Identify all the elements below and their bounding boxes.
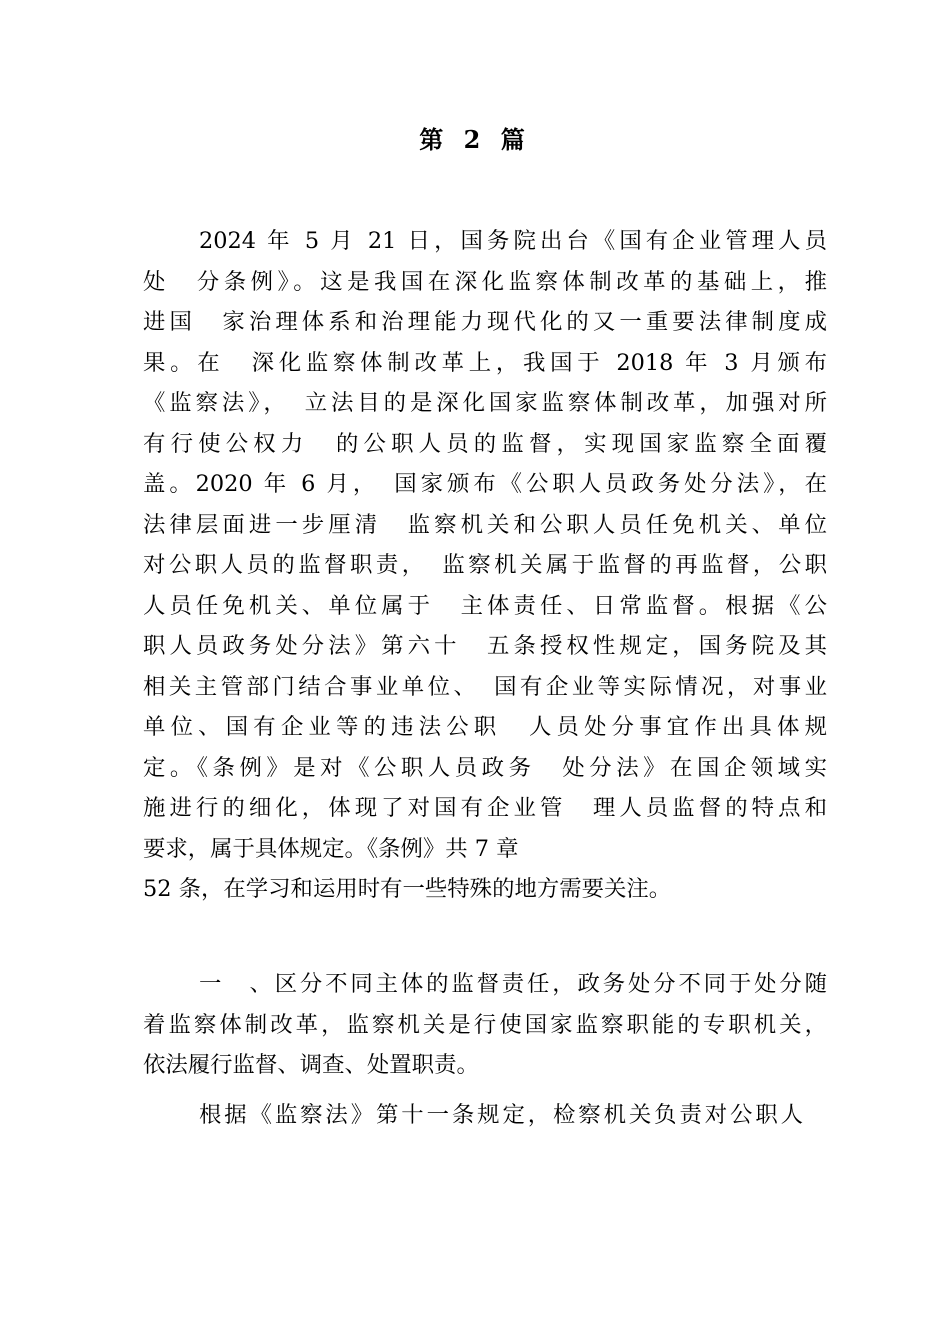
paragraph-3 (143, 1095, 827, 1136)
paragraph-2-line: 一 、区分不同主体的监督责任，政务处分不同于处分随 (199, 971, 827, 997)
paragraph-1-line: 2024 年 5 月 21 日，国务院出台《国有企业管理人员 (199, 228, 827, 254)
page-title: 第 2 篇 (419, 125, 531, 154)
paragraph-1-line: 52 条，在学习和运用时有一些特殊的地方需要关注。 (143, 876, 672, 902)
paragraph-1-line: 职人员政务处分法》第六十 五条授权性规定，国务院及其 (143, 633, 827, 659)
paragraph-2 (143, 964, 827, 1086)
paragraph-1-line: 定。《条例》是对《公职人员政务 处分法》在国企领域实 (143, 754, 827, 781)
paragraph-1-line: 有行使公权力 的公职人员的监督，实现国家监察全面覆 (143, 430, 827, 457)
paragraph-1-line: 人员任免机关、单位属于 主体责任、日常监督。根据《公 (143, 592, 827, 619)
paragraph-1-line: 要求，属于具体规定。《条例》共 7 章 (143, 835, 519, 862)
paragraph-3-line: 根据《监察法》第十一条规定，检察机关负责对公职人 (199, 1102, 803, 1128)
paragraph-1 (143, 221, 827, 910)
paragraph-1-line: 果。在 深化监察体制改革上，我国于 2018 年 3 月颁布 (143, 349, 827, 376)
paragraph-1-line: 《监察法》， 立法目的是深化国家监察体制改革，加强对所 (143, 390, 827, 416)
paragraph-1-line: 法律层面进一步厘清 监察机关和公职人员任免机关、单位 (143, 511, 827, 538)
paragraph-1-line: 施进行的细化，体现了对国有企业管 理人员监督的特点和 (143, 795, 827, 821)
paragraph-2-line: 依法履行监督、调查、处置职责。 (143, 1052, 479, 1078)
paragraph-1-line: 对公职人员的监督职责， 监察机关属于监督的再监督，公职 (143, 552, 827, 578)
paragraph-1-line: 处 分条例》。这是我国在深化监察体制改革的基础上，推 (143, 268, 827, 295)
paragraph-1-line: 进国 家治理体系和治理能力现代化的又一重要法律制度成 (143, 309, 827, 335)
paragraph-1-line: 盖。2020 年 6 月， 国家颁布《公职人员政务处分法》，在 (143, 471, 827, 497)
paragraph-1-line: 单位、国有企业等的违法公职 人员处分事宜作出具体规 (143, 714, 827, 740)
paragraph-1-line: 相关主管部门结合事业单位、 国有企业等实际情况，对事业 (143, 673, 827, 700)
paragraph-2-line: 着监察体制改革，监察机关是行使国家监察职能的专职机关， (143, 1011, 827, 1038)
